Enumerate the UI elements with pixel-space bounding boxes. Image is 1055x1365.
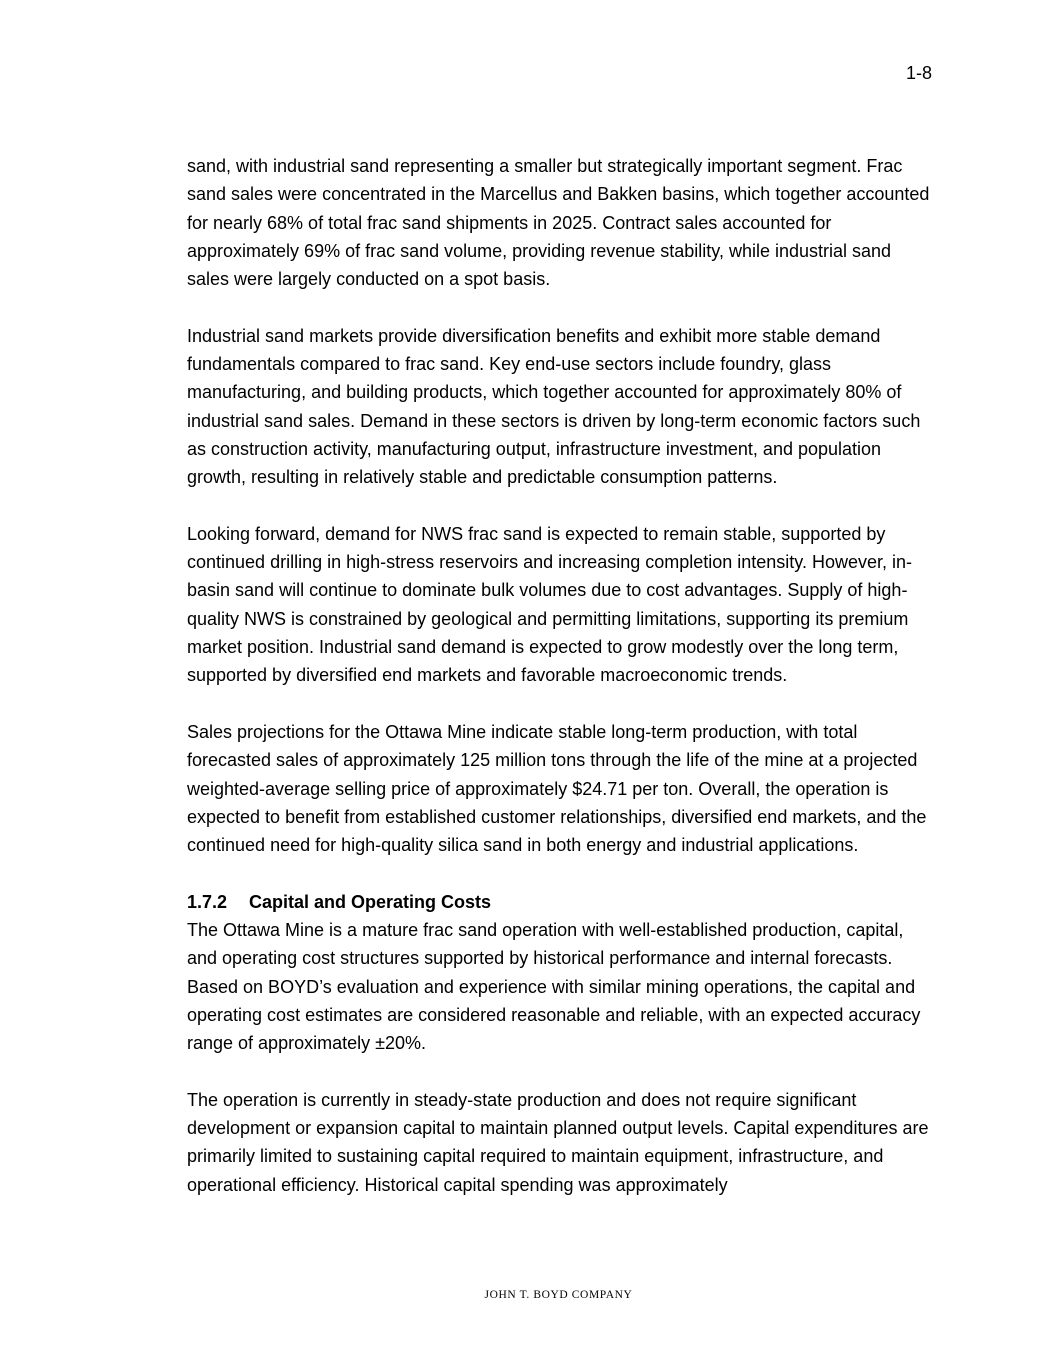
paragraph-demand-outlook: Looking forward, demand for NWS frac sand is expected to remain stable, supported by continued drilling in high-stress reservoirs and increasing completion intensity. However, in-basin sand will continue to dominate bulk volumes due to cost advantages. Supply of high-quality NWS is constrained by geological and permitting limitations, supporting its premium market position. Industrial sand demand is expected to grow modestly over the long term, supported by diversified end markets and favorable macroeconomic trends.: [187, 523, 913, 686]
paragraph-industrial-sand-markets: Industrial sand markets provide diversification benefits and exhibit more stable demand fundamentals compared to frac sand. Key end-use sectors include foundry, glass manufacturing, and building products, which together accounted for approximately 80% of industrial sand sales. Demand in these sectors is driven by long-term economic factors such as construction activity, manufacturing output, infrastructure investment, and population growth, resulting in relatively stable and predictable consumption patterns.: [187, 325, 921, 488]
paragraph-cost-structure: The Ottawa Mine is a mature frac sand operation with well-established production, capital, and operating cost structures supported by historical performance and internal forecasts. Based on BOYD’s evaluation and experience with similar mining operations, the capital and operating cost estimates are considered reasonable and reliable, with an expected accuracy range of approximately ±20%.: [187, 920, 921, 1054]
document-body: [187, 152, 932, 1227]
paragraph-capital-expenditures: The operation is currently in steady-state production and does not require significant development or expansion capital to maintain planned output levels. Capital expenditures are primarily limited to sustaining capital required to maintain equipment, infrastructure, and operational efficiency. Historical capital spending was approximately: [187, 1089, 929, 1195]
section-heading: [187, 888, 932, 916]
footer-company-name: JOHN T. BOYD COMPANY: [484, 1289, 633, 1301]
page-number: 1-8: [905, 63, 932, 83]
paragraph-sales-projections: Sales projections for the Ottawa Mine indicate stable long-term production, with total forecasted sales of approximately 125 million tons through the life of the mine at a projected weighted-average selling price of approximately $24.71 per ton. Overall, the operation is expected to benefit from established customer relationships, diversified end markets, and the continued need for high-quality silica sand in both energy and industrial applications.: [187, 721, 927, 856]
section-title: Capital and Operating Costs: [249, 891, 492, 912]
section-number: 1.7.2: [187, 891, 228, 912]
paragraph-sales-mix: sand, with industrial sand representing a smaller but strategically important segment. Frac sand sales were concentrated in the Marcellus and Bakken basins, which together accounted for nearly 68% of total frac sand shipments in 2025. Contract sales accounted for approximately 69% of frac sand volume, providing revenue stability, while industrial sand sales were largely conducted on a spot basis.: [187, 156, 930, 290]
